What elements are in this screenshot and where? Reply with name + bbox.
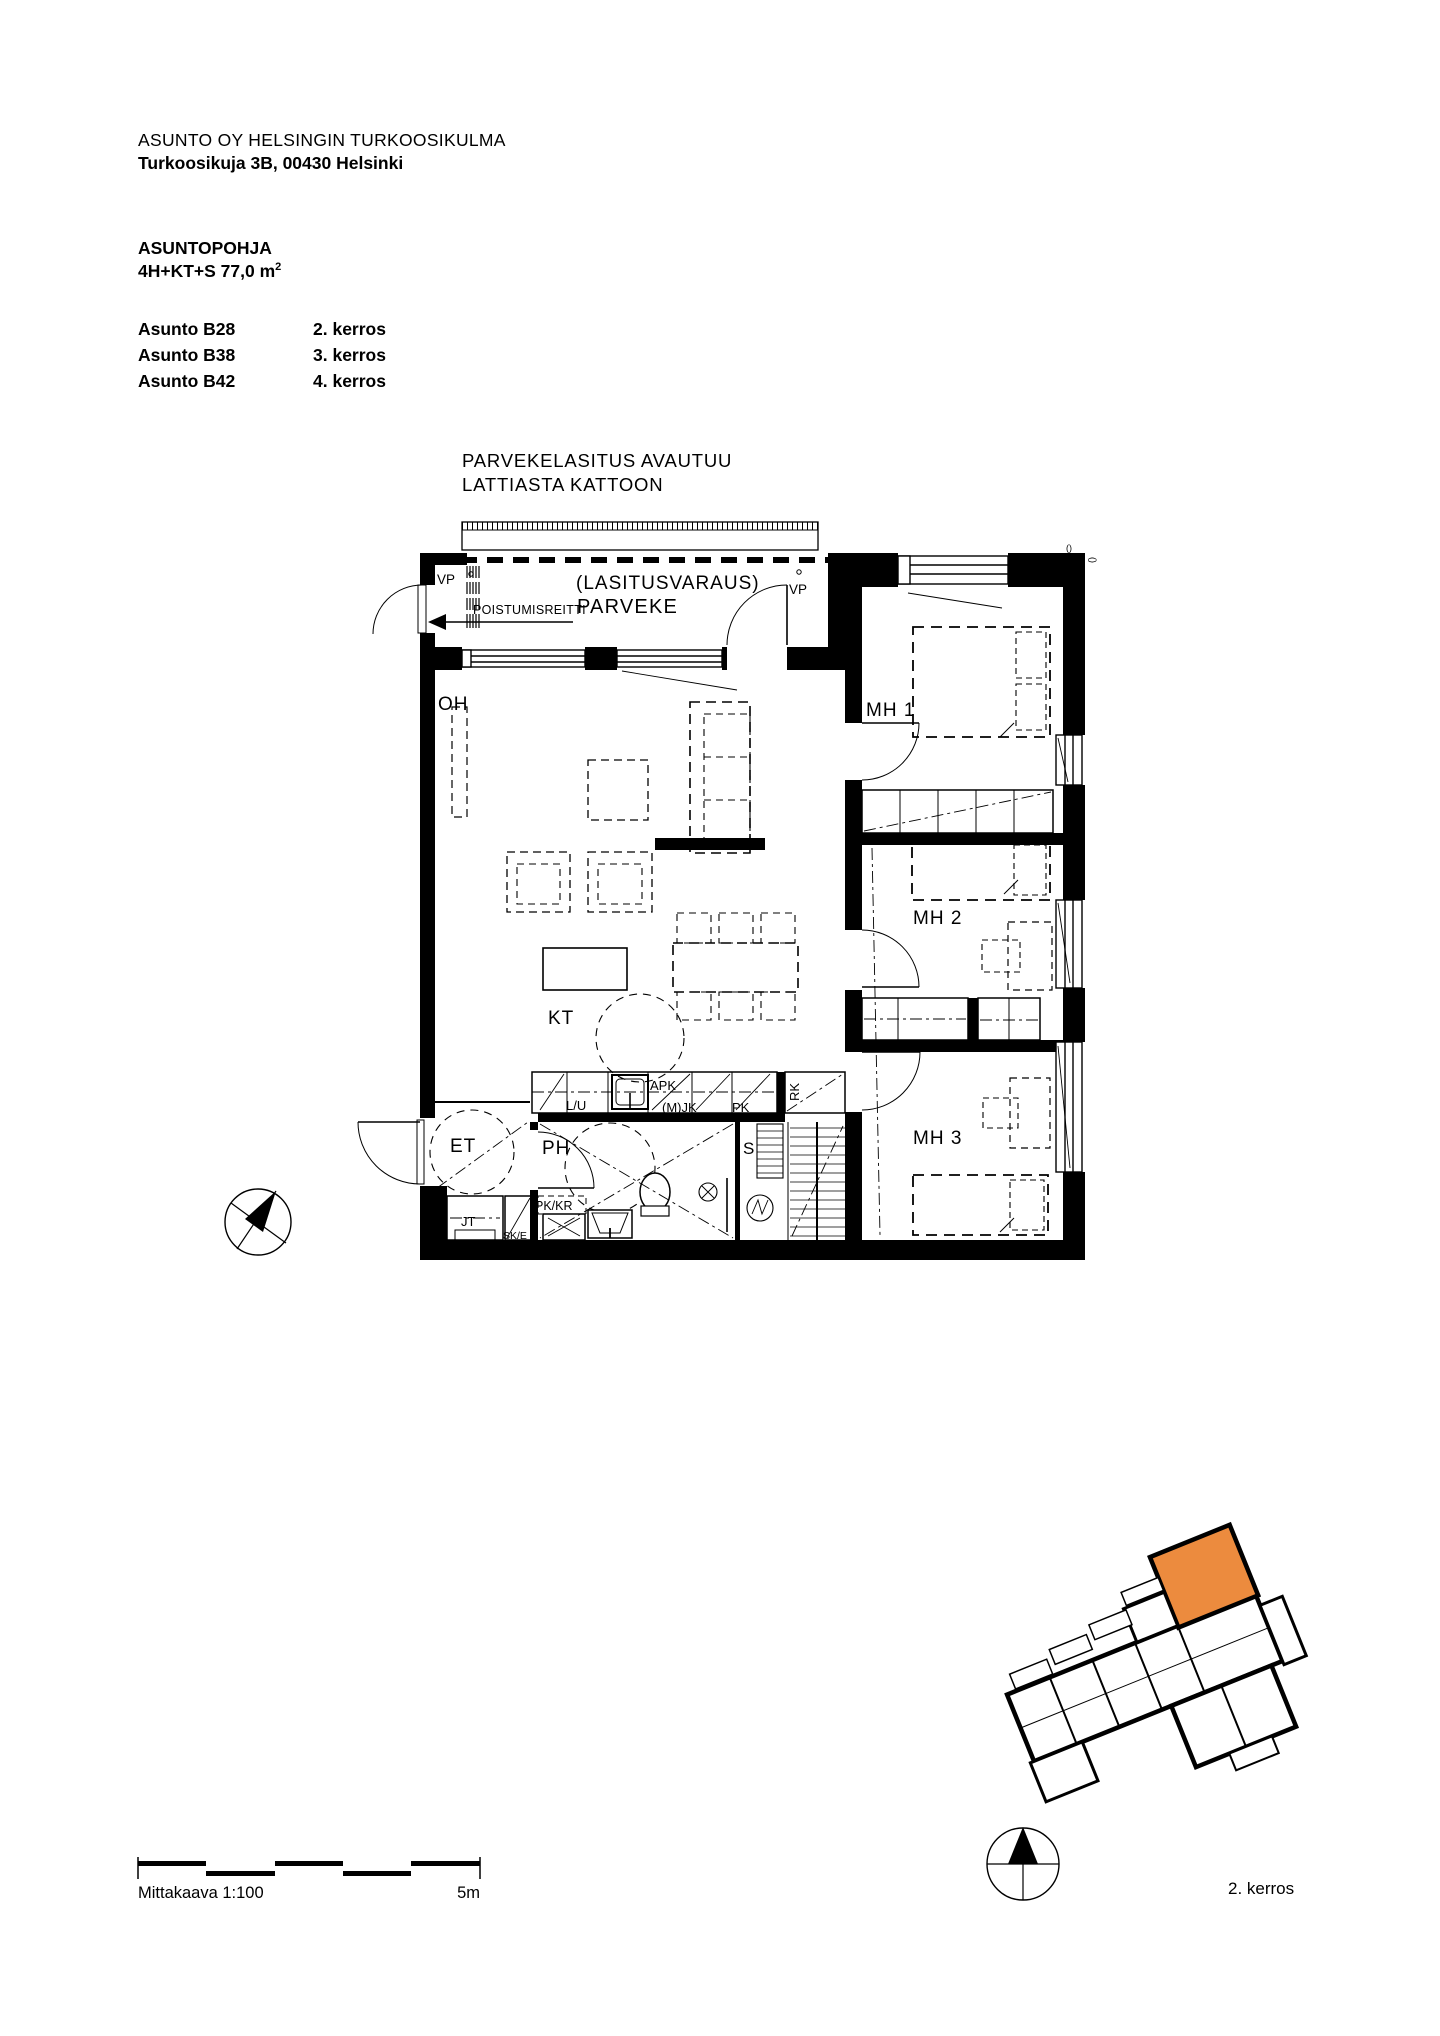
apartment-floor: 3. kerros: [313, 345, 386, 365]
vp-left-label: VP: [437, 572, 456, 587]
north-arrow-icon: [987, 1827, 1059, 1900]
scale-label: Mittakaava 1:100: [138, 1884, 264, 1902]
apartment-floor: 4. kerros: [313, 371, 386, 391]
living-room-furniture: [452, 702, 798, 1082]
room-label-s: S: [743, 1139, 755, 1158]
sauna-and-stairs: [747, 1122, 845, 1240]
corner-mark-right: (): [1088, 557, 1098, 563]
plan-title: ASUNTOPOHJA: [138, 238, 272, 258]
corner-mark-top: (): [1066, 543, 1072, 553]
balcony-note-line2: LATTIASTA KATTOON: [462, 474, 664, 495]
apartment-name: Asunto B42: [138, 371, 236, 391]
room-label-mh3: MH 3: [913, 1128, 963, 1149]
appliance-label-lu: L/U: [566, 1098, 587, 1113]
bathroom-fixtures: [430, 848, 880, 1240]
room-label-ph: PH: [542, 1138, 571, 1159]
apartment-floor: 2. kerros: [313, 319, 386, 339]
parveke-label: PARVEKE: [577, 596, 679, 618]
area-superscript: 2: [275, 261, 282, 274]
apartment-name: Asunto B38: [138, 345, 236, 365]
floor-indicator: 2. kerros: [1228, 1879, 1295, 1898]
room-label-oh: OH: [438, 694, 469, 715]
apartment-type-text: 4H+KT+S 77,0 m: [138, 261, 276, 281]
room-label-et: ET: [450, 1136, 477, 1157]
compass-icon: [225, 1189, 291, 1255]
appliance-label-rk: RK: [787, 1082, 802, 1102]
poistumisreitti-label: POISTUMISREITTI: [473, 603, 586, 617]
appliance-label-apk: APK: [650, 1078, 677, 1093]
label-pkkr: PK/KR: [535, 1199, 573, 1213]
lasitusvaraus-label: (LASITUSVARAUS): [576, 573, 760, 594]
room-label-jt: JT: [461, 1214, 476, 1229]
balcony-note-line1: PARVEKELASITUS AVAUTUU: [462, 450, 733, 471]
room-label-kt: KT: [548, 1008, 575, 1029]
appliance-label-pk: PK: [732, 1100, 750, 1115]
vp-right-label: VP: [789, 582, 808, 597]
closet-label-sk: SK/E: [503, 1230, 527, 1242]
apartment-name: Asunto B28: [138, 319, 236, 339]
key-map: [976, 1517, 1337, 1841]
appliance-label-mjk: (M)JK: [662, 1100, 697, 1115]
plan-labels: [437, 543, 1098, 1242]
room-label-mh1: MH 1: [866, 700, 916, 721]
company-name: ASUNTO OY HELSINGIN TURKOOSIKULMA: [138, 130, 506, 150]
address: Turkoosikuja 3B, 00430 Helsinki: [138, 153, 404, 173]
balcony-glazing: [435, 522, 828, 560]
scale-max-label: 5m: [457, 1884, 480, 1902]
room-label-mh2: MH 2: [913, 908, 963, 929]
wardrobes: [447, 790, 1053, 1240]
scale-bar: [138, 1857, 480, 1879]
